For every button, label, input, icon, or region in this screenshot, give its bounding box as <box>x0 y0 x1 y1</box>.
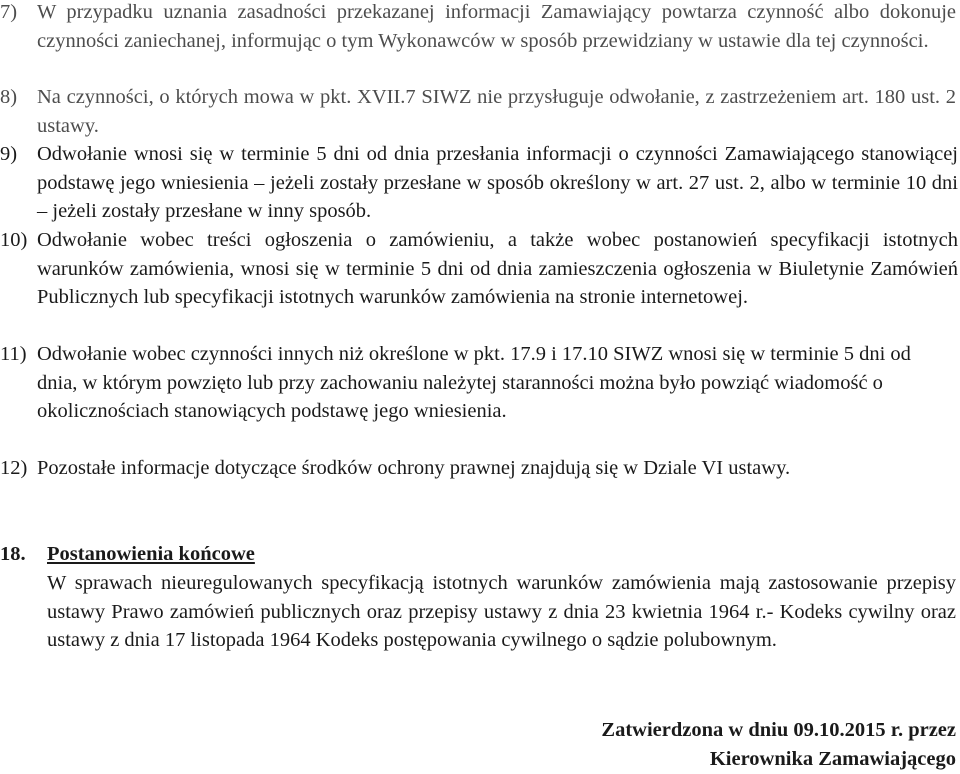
list-item-number: 10) <box>0 229 28 251</box>
approval-line-1: Zatwierdzona w dniu 09.10.2015 r. przez <box>601 719 956 741</box>
list-item-9 <box>0 140 958 226</box>
section-title: Postanowienia końcowe <box>47 543 255 565</box>
list-item-7 <box>0 0 956 55</box>
list-item-text: W przypadku uznania zasadności przekazanej informacji Zamawiający powtarza czynność albo dokonuje czynności zaniechanej, informując o tym Wykonawców w sposób przewidziany w ustawie dla tej czynności. <box>37 1 956 52</box>
list-item-number: 8) <box>0 86 18 108</box>
list-item-text: Pozostałe informacje dotyczące środków ochrony prawnej znajdują się w Dziale VI ustawy. <box>37 457 791 479</box>
approval-line-2: Kierownika Zamawiającego <box>709 748 956 770</box>
section-number: 18. <box>0 543 26 565</box>
list-item-number: 7) <box>0 1 18 23</box>
list-item-12 <box>0 454 940 483</box>
section-body: W sprawach nieuregulowanych specyfikacją istotnych warunków zamówienia mają zastosowanie przepisy ustawy Prawo zamówień publicznych oraz przepisy ustawy z dnia 23 kwietnia 1964 r.- Kodeks cywilny oraz ustawy z dnia 17 listopada 1964 Kodeks postępowania cywilnego o sądzie polubownym. <box>47 572 956 651</box>
list-item-8 <box>0 83 956 140</box>
list-item-number: 12) <box>0 457 28 479</box>
list-item-number: 11) <box>0 343 27 365</box>
list-item-text: Na czynności, o których mowa w pkt. XVII.7 SIWZ nie przysługuje odwołanie, z zastrzeżeniem art. 180 ust. 2 ustawy. <box>37 86 956 137</box>
list-item-text: Odwołanie wobec treści ogłoszenia o zamówieniu, a także wobec postanowień specyfikacji istotnych warunków zamówienia, wnosi się w terminie 5 dni od dnia zamieszczenia ogłoszenia w Biuletynie Zamówień Publicznych lub specyfikacji istotnych warunków zamówienia na stronie internetowej. <box>37 229 958 308</box>
list-item-number: 9) <box>0 143 18 165</box>
list-item-11 <box>0 340 944 426</box>
list-item-text: Odwołanie wobec czynności innych niż określone w pkt. 17.9 i 17.10 SIWZ wnosi się w terminie 5 dni od dnia, w którym powzięto lub przy zachowaniu należytej staranności można było powziąć wiadomość o okolicznościach stanowiących podstawę jego wniesienia. <box>37 343 911 422</box>
list-item-text: Odwołanie wnosi się w terminie 5 dni od dnia przesłania informacji o czynności Zamawiającego stanowiącej podstawę jego wniesienia – jeżeli zostały przesłane w sposób określony w art. 27 ust. 2, albo w terminie 10 dni – jeżeli zostały przesłane w inny sposób. <box>37 143 958 222</box>
list-item-10 <box>0 226 958 312</box>
